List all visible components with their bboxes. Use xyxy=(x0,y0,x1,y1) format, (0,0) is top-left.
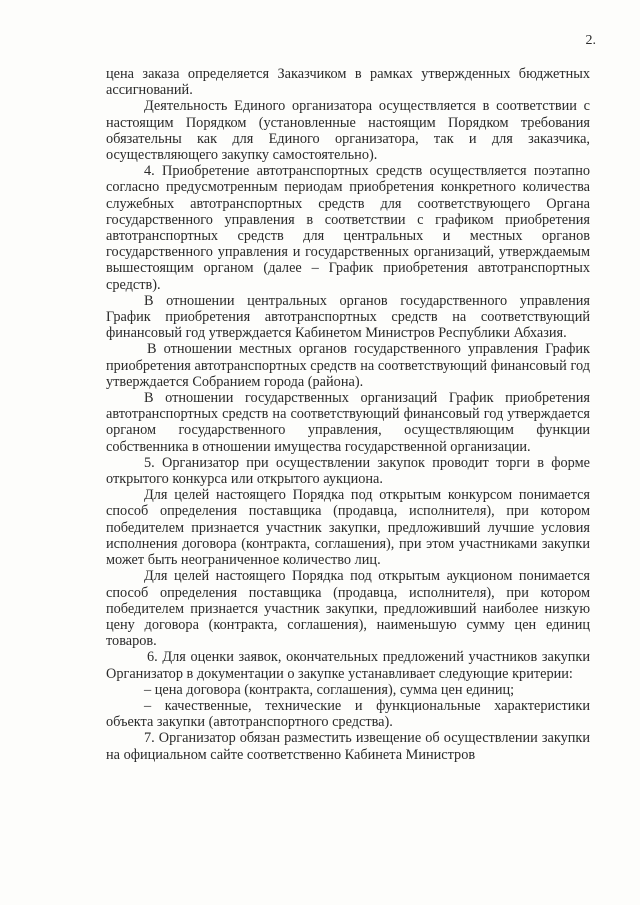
page-number: 2. xyxy=(585,33,596,48)
paragraph-1: цена заказа определяется Заказчиком в рамках утвержденных бюджетных ассигнований. xyxy=(106,66,590,99)
paragraph-5: В отношении местных органов государственного управления График приобретения автотранспортных средств на соответствующий финансовый год утверждается Собранием города (района). xyxy=(106,341,590,390)
paragraph-9: Для целей настоящего Порядка под открытым аукционом понимается способ определения поставщика (продавца, исполнителя), при котором победителем признается участник закупки, предложивший наиболее низкую цену договора (контракта, соглашения), наименьшую сумму цен единиц товаров. xyxy=(106,568,590,650)
paragraph-3: 4. Приобретение автотранспортных средств осуществляется поэтапно согласно предусмотренным периодам приобретения конкретного количества служебных автотранспортных средств для соответствующего Органа государственного управления в соответствии с графиком приобретения автотранспортных средств для центральных и местных органов государственного управления и государственных организаций, утверждаемым вышестоящим органом (далее – График приобретения автотранспортных средств). xyxy=(106,163,590,293)
criterion-1: – цена договора (контракта, соглашения), сумма цен единиц; xyxy=(144,681,515,698)
criterion-2: – качественные, технические и функциональные характеристики объекта закупки (автотранспортного средства). xyxy=(106,697,590,731)
document-body xyxy=(106,66,590,763)
paragraph-11: 7. Организатор обязан разместить извещение об осуществлении закупки на официальном сайте соответственно Кабинета Министров xyxy=(106,730,590,763)
paragraph-6: В отношении государственных организаций График приобретения автотранспортных средств на соответствующий финансовый год утверждается органом государственного управления, осуществляющим функции собственника в отношении имущества государственной организации. xyxy=(106,390,590,455)
paragraph-2: Деятельность Единого организатора осуществляется в соответствии с настоящим Порядком (установленные настоящим Порядком требования обязательны как для Единого организатора, так и для заказчика, осуществляющего закупку самостоятельно). xyxy=(106,98,590,164)
paragraph-7: 5. Организатор при осуществлении закупок проводит торги в форме открытого конкурса или открытого аукциона. xyxy=(106,454,590,488)
paragraph-4: В отношении центральных органов государственного управления График приобретения автотранспортных средств на соответствующий финансовый год утверждается Кабинетом Министров Республики Абхазия. xyxy=(106,292,590,342)
paragraph-8: Для целей настоящего Порядка под открытым конкурсом понимается способ определения поставщика (продавца, исполнителя), при котором победителем признается участник закупки, предложивший лучшие условия исполнения договора (контракта, соглашения), при этом участниками закупки может быть неограниченное количество лиц. xyxy=(106,487,590,569)
paragraph-10: 6. Для оценки заявок, окончательных предложений участников закупки Организатор в документации о закупке устанавливает следующие критерии: xyxy=(106,649,590,682)
